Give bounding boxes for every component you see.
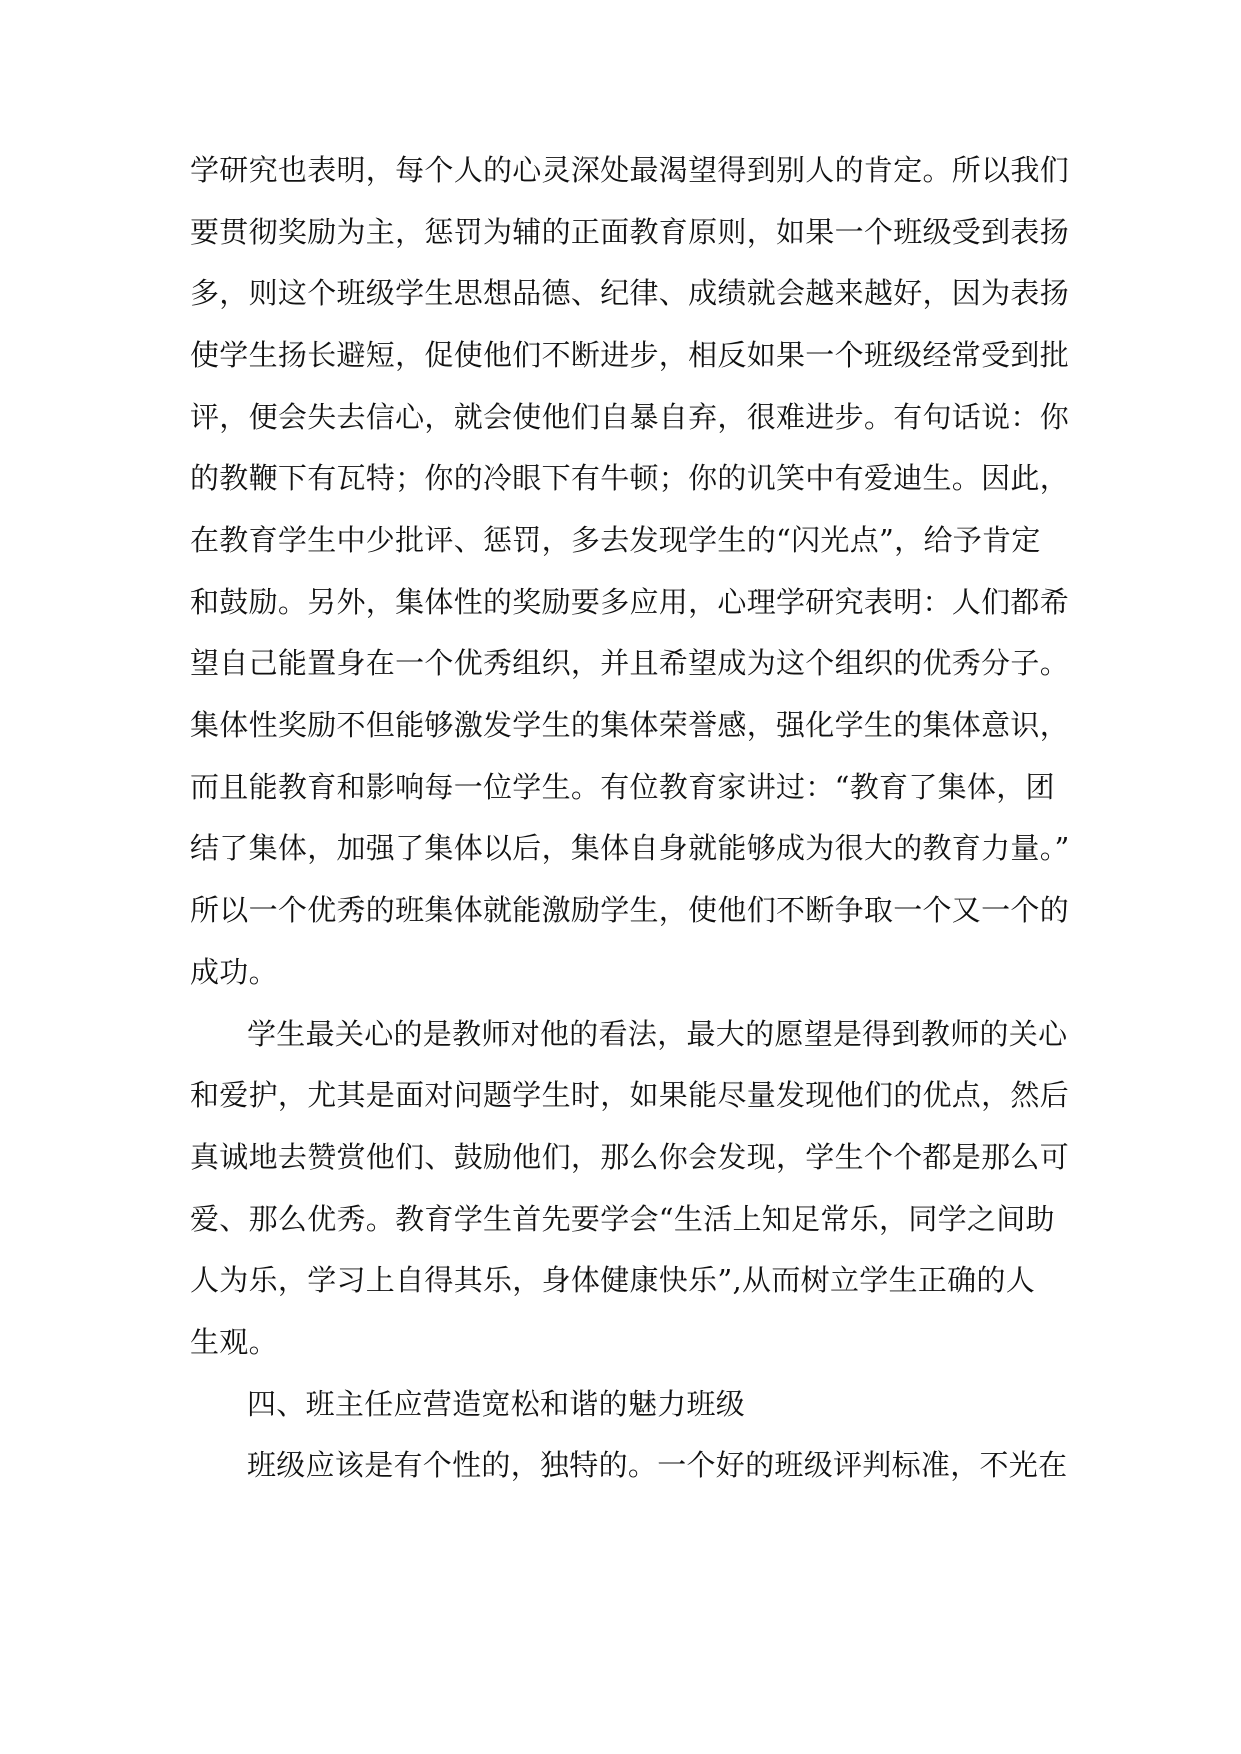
text-line: 真诚地去赞赏他们、鼓励他们，那么你会发现，学生个个都是那么可 — [190, 1140, 1070, 1174]
text-line: 学研究也表明，每个人的心灵深处最渴望得到别人的肯定。所以我们 — [190, 153, 1070, 187]
text-line: 在教育学生中少批评、惩罚，多去发现学生的“闪光点”，给予肯定 — [190, 523, 1041, 557]
text-line: 人为乐，学习上自得其乐，身体健康快乐”,从而树立学生正确的人 — [190, 1263, 1036, 1297]
text-line: 生观。 — [190, 1325, 278, 1359]
text-line: 爱、那么优秀。教育学生首先要学会“生活上知足常乐，同学之间助 — [190, 1202, 1055, 1236]
text-line: 和爱护，尤其是面对问题学生时，如果能尽量发现他们的优点，然后 — [190, 1078, 1070, 1112]
text-line: 结了集体，加强了集体以后，集体自身就能够成为很大的教育力量。” — [190, 831, 1070, 865]
text-line: 要贯彻奖励为主，惩罚为辅的正面教育原则，如果一个班级受到表扬 — [190, 215, 1070, 249]
text-line: 使学生扬长避短，促使他们不断进步，相反如果一个班级经常受到批 — [190, 338, 1070, 372]
text-line: 和鼓励。另外，集体性的奖励要多应用，心理学研究表明：人们都希 — [190, 585, 1070, 619]
paragraph-first-line: 学生最关心的是教师对他的看法，最大的愿望是得到教师的关心 — [247, 1017, 1068, 1051]
text-line: 望自己能置身在一个优秀组织，并且希望成为这个组织的优秀分子。 — [190, 646, 1070, 680]
paragraph-first-line: 班级应该是有个性的，独特的。一个好的班级评判标准，不光在 — [247, 1448, 1068, 1482]
text-line: 成功。 — [190, 955, 278, 989]
section-heading: 四、班主任应营造宽松和谐的魅力班级 — [247, 1387, 746, 1421]
text-line: 所以一个优秀的班集体就能激励学生，使他们不断争取一个又一个的 — [190, 893, 1070, 927]
text-line: 评，便会失去信心，就会使他们自暴自弃，很难进步。有句话说：你 — [190, 400, 1070, 434]
text-line: 的教鞭下有瓦特；你的冷眼下有牛顿；你的讥笑中有爱迪生。因此， — [190, 461, 1070, 495]
text-line: 多，则这个班级学生思想品德、纪律、成绩就会越来越好，因为表扬 — [190, 276, 1070, 310]
text-line: 集体性奖励不但能够激发学生的集体荣誉感，强化学生的集体意识， — [190, 708, 1070, 742]
text-line: 而且能教育和影响每一位学生。有位教育家讲过：“教育了集体，团 — [190, 770, 1055, 804]
